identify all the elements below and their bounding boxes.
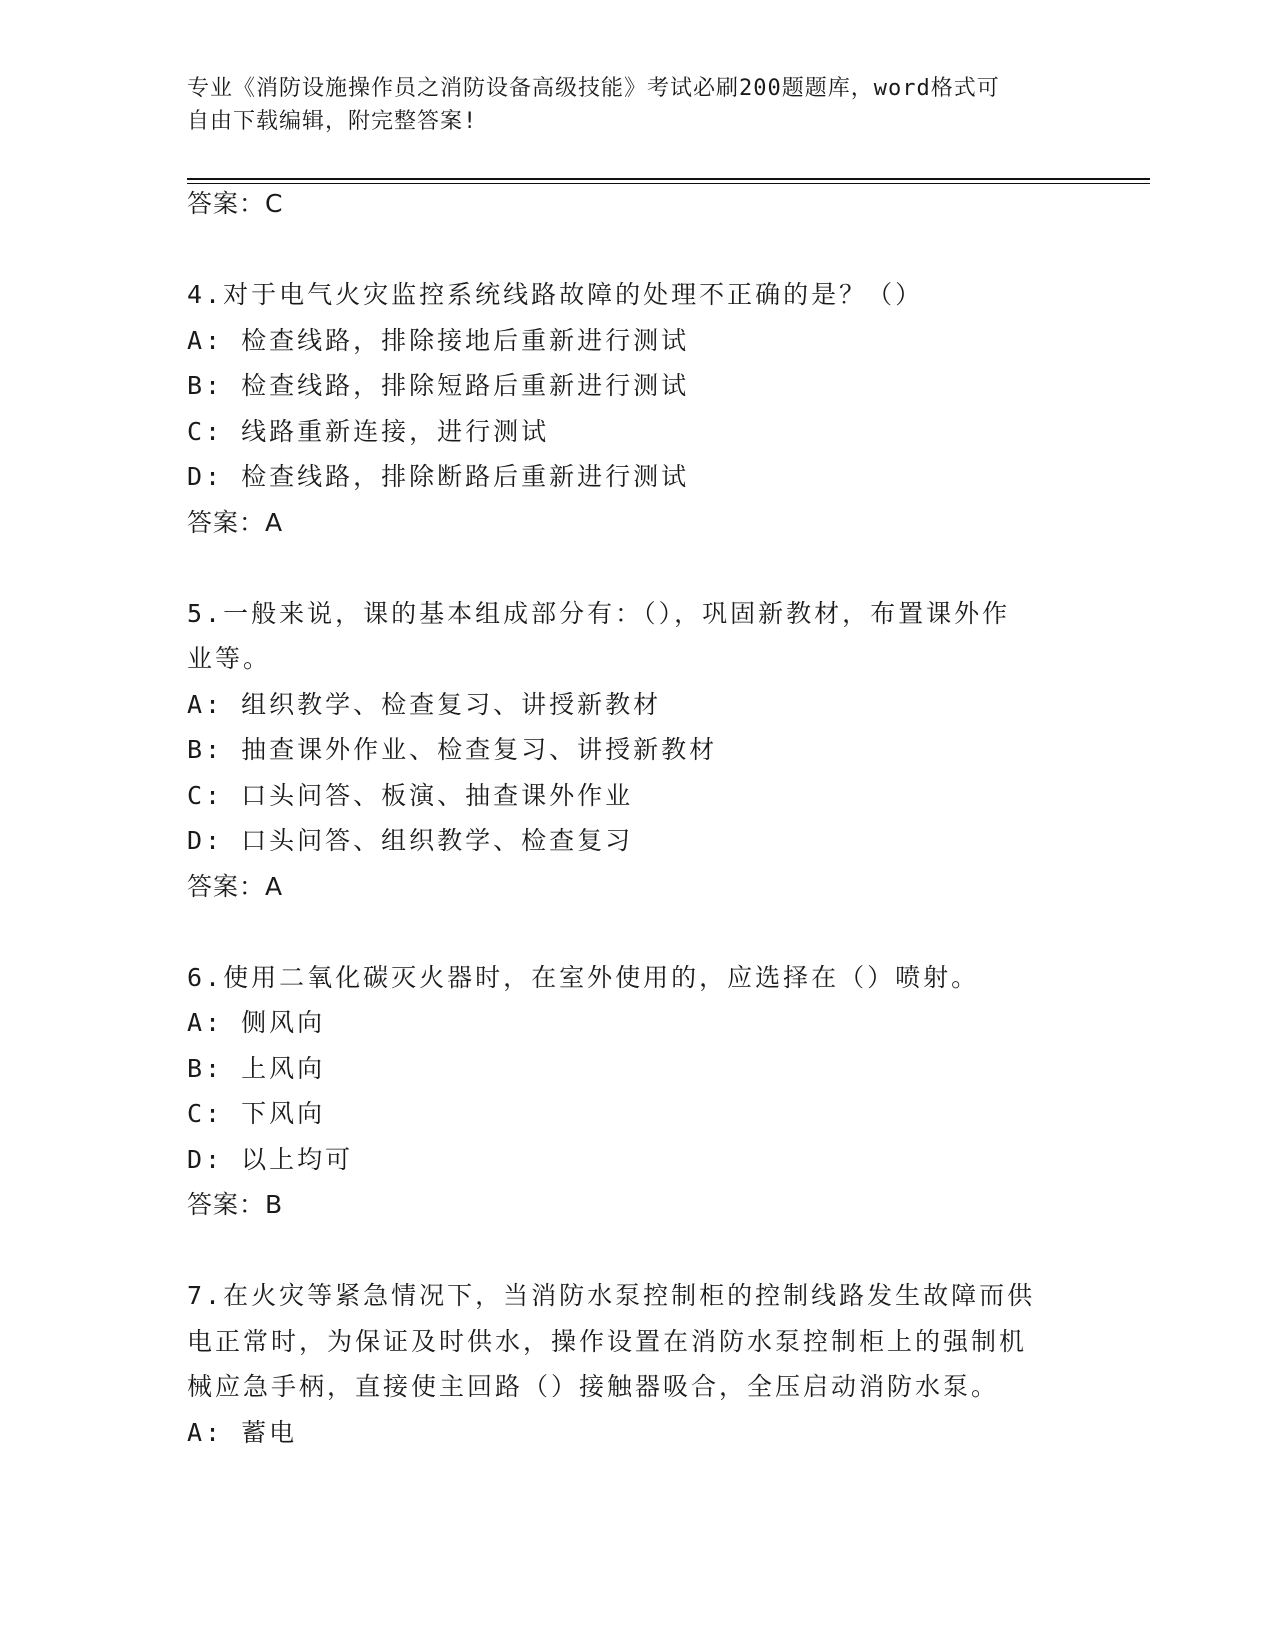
spacer [187,227,1067,273]
document-header [187,72,1067,138]
question-4 [187,272,1067,545]
spacer [187,909,1067,955]
option-a: A: 蓄电 [187,1417,298,1447]
answer: 答案：A [187,507,284,537]
spacer [187,545,1067,591]
option-a: A: 检查线路，排除接地后重新进行测试 [187,325,690,355]
option-b: B: 上风向 [187,1053,326,1083]
header-line-2: 自由下载编辑，附完整答案! [187,109,478,134]
option-d: D: 以上均可 [187,1144,354,1174]
question-stem: 6.使用二氧化碳灭火器时，在室外使用的，应选择在（）喷射。 [187,962,980,992]
option-d: D: 口头问答、组织教学、检查复习 [187,826,634,855]
option-c: C: 线路重新连接，进行测试 [187,416,550,446]
question-stem-line-1: 5.一般来说，课的基本组成部分有：（），巩固新教材，布置课外作 [187,598,1011,628]
spacer [187,1228,1067,1274]
answer: 答案：A [187,871,284,901]
option-a: A: 组织教学、检查复习、讲授新教材 [187,689,662,719]
question-stem-line-2: 电正常时，为保证及时供水，操作设置在消防水泵控制柜上的强制机 [187,1326,1028,1356]
option-d: D: 检查线路，排除断路后重新进行测试 [187,462,690,491]
header-divider-thick [187,178,1150,180]
option-c: C: 口头问答、板演、抽查课外作业 [187,780,634,810]
option-b: B: 抽查课外作业、检查复习、讲授新教材 [187,735,718,764]
question-stem-line-2: 业等。 [187,644,272,673]
question-stem-line-3: 械应急手柄，直接使主回路（）接触器吸合，全压启动消防水泵。 [187,1372,1000,1401]
option-a: A: 侧风向 [187,1008,326,1037]
header-line-1: 专业《消防设施操作员之消防设备高级技能》考试必刷200题题库，word格式可 [187,76,1000,101]
question-stem: 4.对于电气火灾监控系统线路故障的处理不正确的是？（） [187,280,924,309]
option-b: B: 检查线路，排除短路后重新进行测试 [187,371,690,400]
question-stem-line-1: 7.在火灾等紧急情况下，当消防水泵控制柜的控制线路发生故障而供 [187,1281,1036,1310]
question-7 [187,1273,1067,1455]
previous-answer: 答案：C [187,189,284,218]
question-list [187,181,1067,1455]
answer: 答案：B [187,1190,284,1219]
option-c: C: 下风向 [187,1099,326,1128]
question-6 [187,955,1067,1228]
question-5 [187,591,1067,910]
